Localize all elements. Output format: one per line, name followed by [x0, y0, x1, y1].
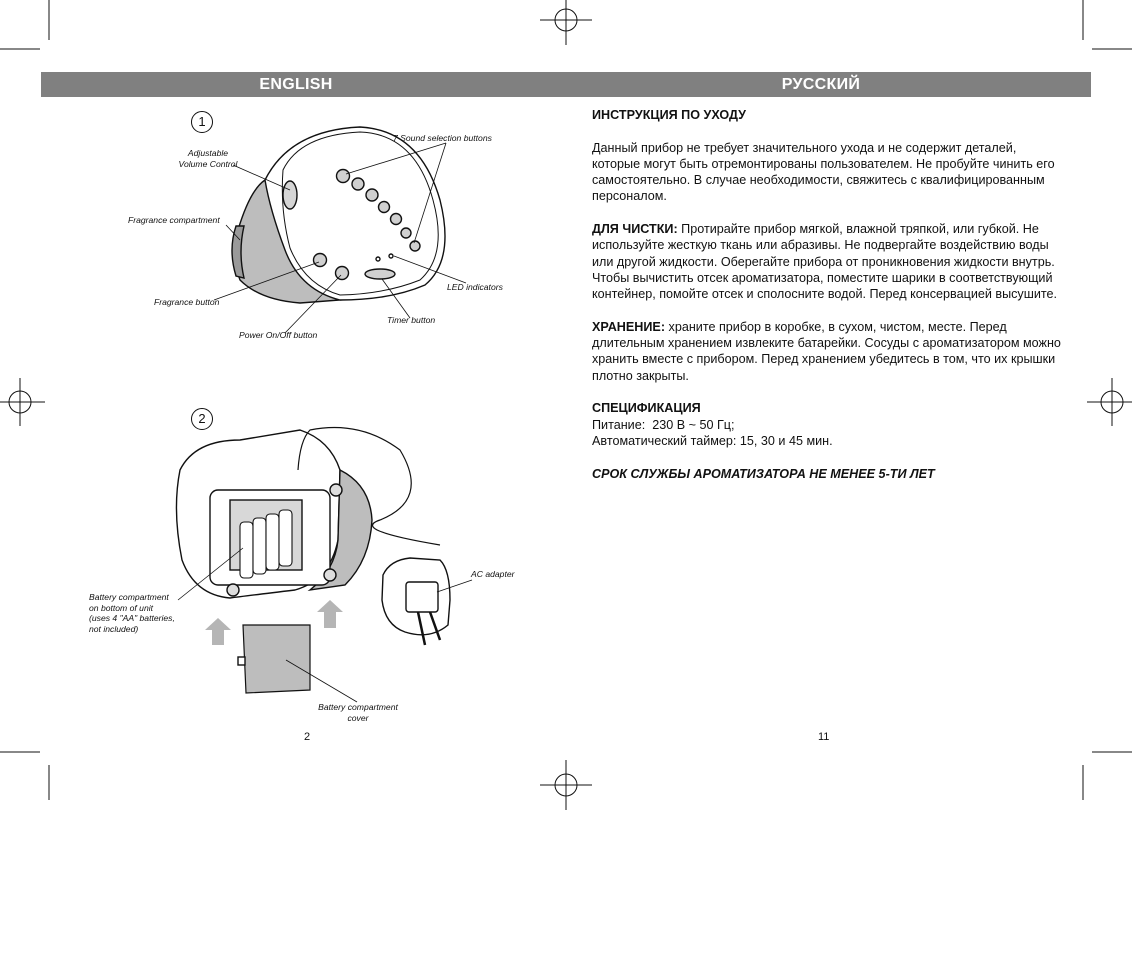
- label-battery-line1: Battery compartment: [89, 592, 169, 602]
- label-battery-line3: (uses 4 "AA" batteries,: [89, 613, 175, 623]
- lifetime-note: СРОК СЛУЖБЫ АРОМАТИЗАТОРА НЕ МЕНЕЕ 5-ТИ ЛЕТ: [592, 466, 935, 481]
- storage-paragraph: [592, 319, 1062, 384]
- label-volume-line1: Adjustable: [187, 148, 229, 158]
- cleaning-text: Протирайте прибор мягкой, влажной тряпкой, или губкой. Не используйте жесткую ткань или абразивы. Не подвергайте воздействию воды или другой жидкости. Оберегайте прибора от проникновения жидкости внутрь. Чтобы вычистить отсек ароматизатора, поместите шарики в соответствующий контейнер, помойте отсек и сполосните водой. Перед консервацией высушите.: [592, 222, 1057, 302]
- label-volume-control: [168, 148, 248, 169]
- label-fragrance-button: Fragrance button: [154, 297, 220, 307]
- label-fragrance-compartment: Fragrance compartment: [128, 215, 220, 225]
- page-number-left: 2: [304, 731, 311, 743]
- storage-text: храните прибор в коробке, в сухом, чистом, месте. Перед длительным хранением извлеките батарейки. Сосуды с ароматизатором можно хранить вместе с прибором. Перед хранением убедитесь в том, что их крышки плотно закрыты.: [592, 319, 1061, 383]
- storage-label: ХРАНЕНИЕ:: [592, 319, 666, 334]
- care-paragraph: Данный прибор не требует значительного ухода и не содержит деталей, которые могут быть отремонтированы пользователем. Не пробуйте чинить его самостоятельно. В случае необходимости, свяжитесь с квалифицированным персоналом.: [592, 140, 1055, 204]
- spec-timer: Автоматический таймер: 15, 30 и 45 мин.: [592, 433, 833, 448]
- label-battery-cover: [308, 702, 408, 723]
- label-ac-adapter: AC adapter: [471, 569, 515, 579]
- label-power-button: Power On/Off button: [239, 330, 318, 340]
- label-battery-line2: on bottom of unit: [89, 602, 154, 613]
- spec-heading: СПЕЦИФИКАЦИЯ: [592, 401, 701, 416]
- label-sound-buttons: 7 Sound selection buttons: [393, 133, 492, 143]
- cleaning-paragraph: [592, 221, 1062, 302]
- label-battery-line4: not included): [89, 623, 139, 634]
- russian-banner: РУССКИЙ: [551, 72, 1091, 97]
- figure2-number: 2: [191, 408, 213, 430]
- spec-section: [592, 400, 1062, 449]
- figure1-illustration: [214, 127, 466, 333]
- spec-power: Питание: 230 В ~ 50 Гц;: [592, 417, 735, 432]
- figure1-number: 1: [191, 111, 213, 133]
- russian-text-column: [592, 107, 1062, 498]
- label-cover-line1: Battery compartment: [318, 702, 398, 712]
- figure2-illustration: [176, 428, 472, 703]
- cleaning-label: ДЛЯ ЧИСТКИ:: [592, 222, 678, 237]
- care-heading: ИНСТРУКЦИЯ ПО УХОДУ: [592, 108, 747, 122]
- label-cover-line2: cover: [347, 712, 369, 723]
- label-timer-button: Timer button: [387, 315, 436, 325]
- page-number-right: 11: [818, 731, 830, 743]
- label-battery-compartment: [89, 592, 175, 634]
- label-volume-line2: Volume Control: [178, 158, 238, 169]
- english-banner: ENGLISH: [41, 72, 551, 97]
- label-led-indicators: LED indicators: [447, 282, 503, 292]
